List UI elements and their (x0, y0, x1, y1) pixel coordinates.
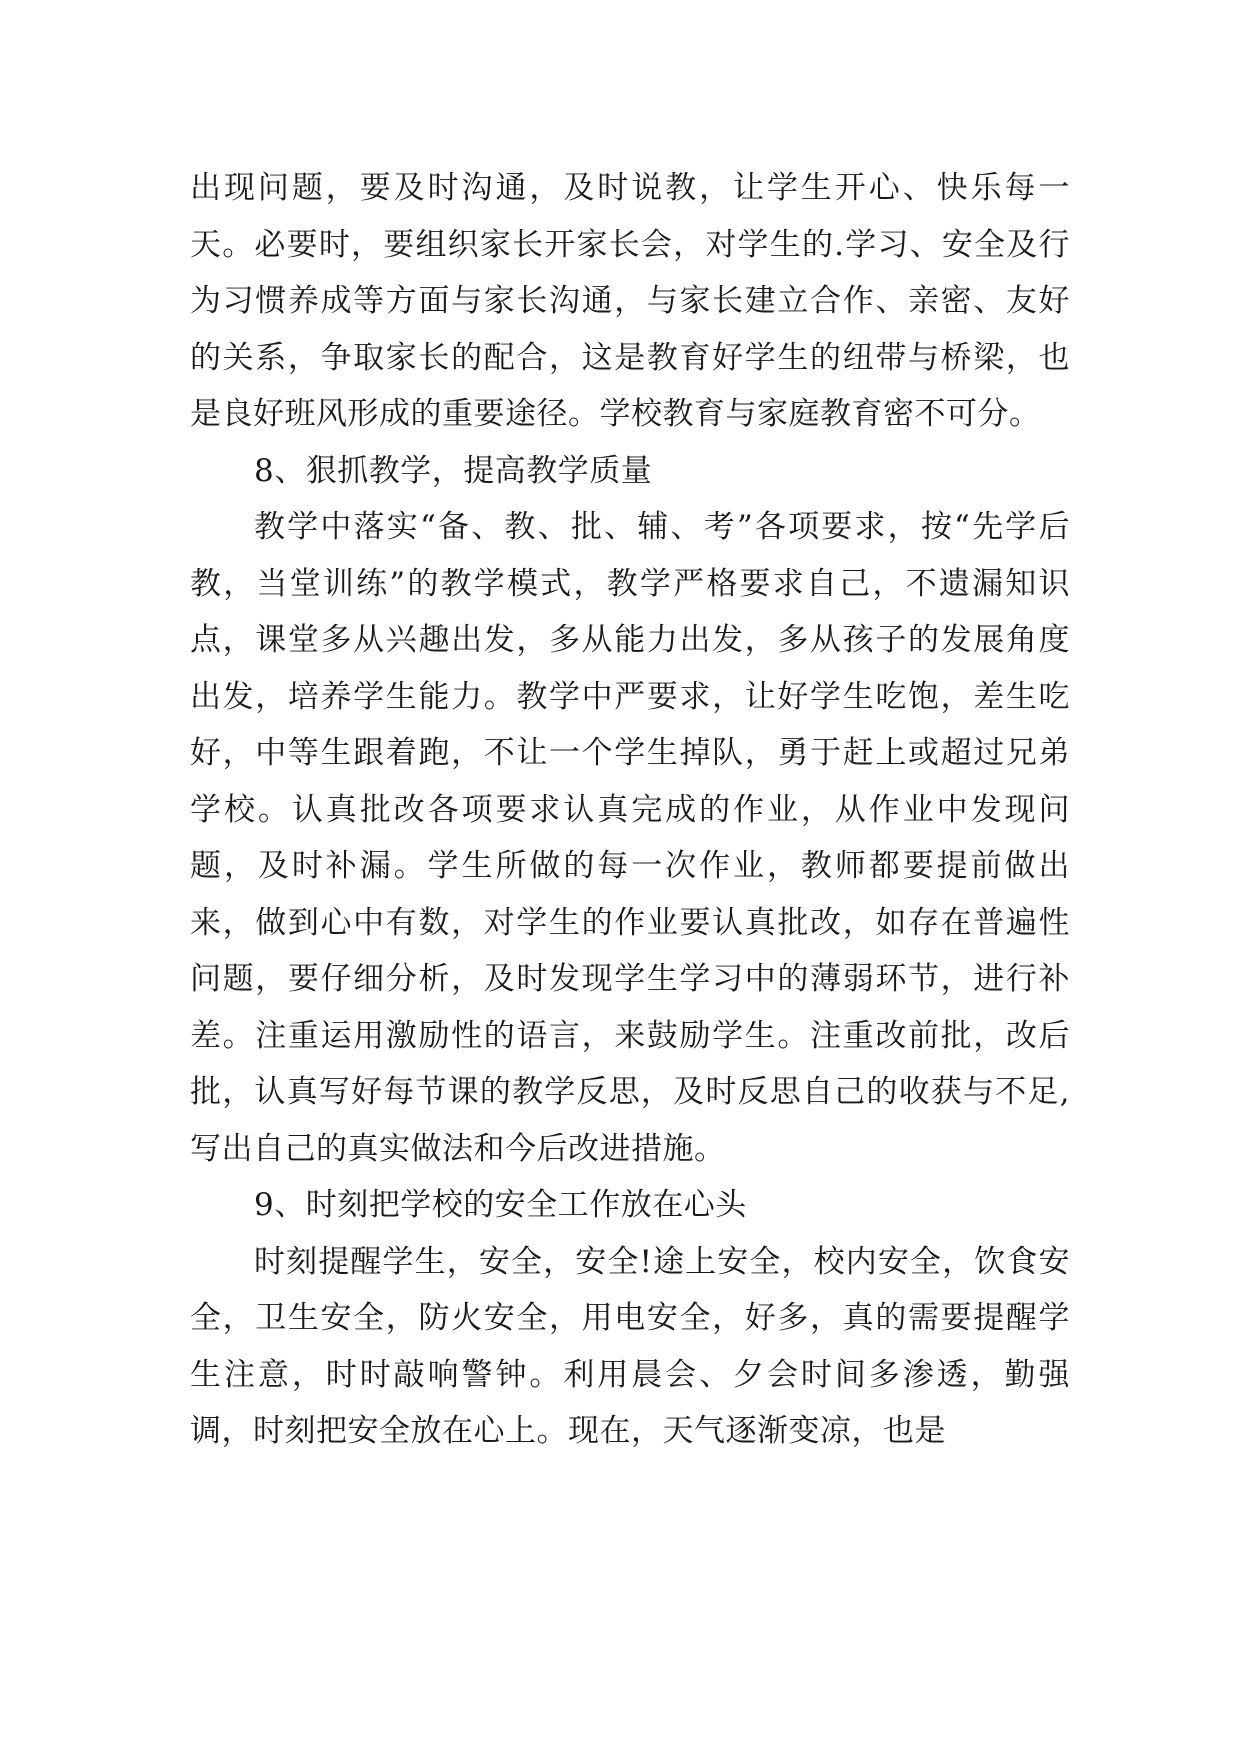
section-heading-9: 9、时刻把学校的安全工作放在心头 (254, 1187, 747, 1223)
section-heading-8: 8、狠抓教学，提高教学质量 (254, 452, 653, 489)
paragraph-parent-communication: 出现问题，要及时沟通，及时说教，让学生开心、快乐每一天。必要时，要组织家长开家长会，对学生的.学习、安全及行为习惯养成等方面与家长沟通，与家长建立合作、亲密、友好的关系，争取家长的配合，这是教育好学生的纽带与桥梁，也是良好班风形成的重要途径。学校教育与家庭教育密不可分。 (190, 170, 1070, 432)
paragraph-teaching-quality: 教学中落实“备、教、批、辅、考”各项要求，按“先学后教，当堂训练”的教学模式，教学严格要求自己，不遗漏知识点，课堂多从兴趣出发，多从能力出发，多从孩子的发展角度出发，培养学生能力。教学中严要求，让好学生吃饱，差生吃好，中等生跟着跑，不让一个学生掉队，勇于赶上或超过兄弟学校。认真批改各项要求认真完成的作业，从作业中发现问题，及时补漏。学生所做的每一次作业，教师都要提前做出来，做到心中有数，对学生的作业要认真批改，如存在普遍性问题，要仔细分析，及时发现学生学习中的薄弱环节，进行补差。注重运用激励性的语言，来鼓励学生。注重改前批，改后批，认真写好每节课的教学反思，及时反思自己的收获与不足,写出自己的真实做法和今后改进措施。 (190, 509, 1070, 1167)
paragraph-safety: 时刻提醒学生，安全，安全!途上安全，校内安全，饮食安全，卫生安全，防火安全，用电安全，好多，真的需要提醒学生注意，时时敲响警钟。利用晨会、夕会时间多渗透，勤强调，时刻把安全放在心上。现在，天气逐渐变凉，也是 (190, 1243, 1070, 1449)
document-body (190, 160, 1070, 1460)
